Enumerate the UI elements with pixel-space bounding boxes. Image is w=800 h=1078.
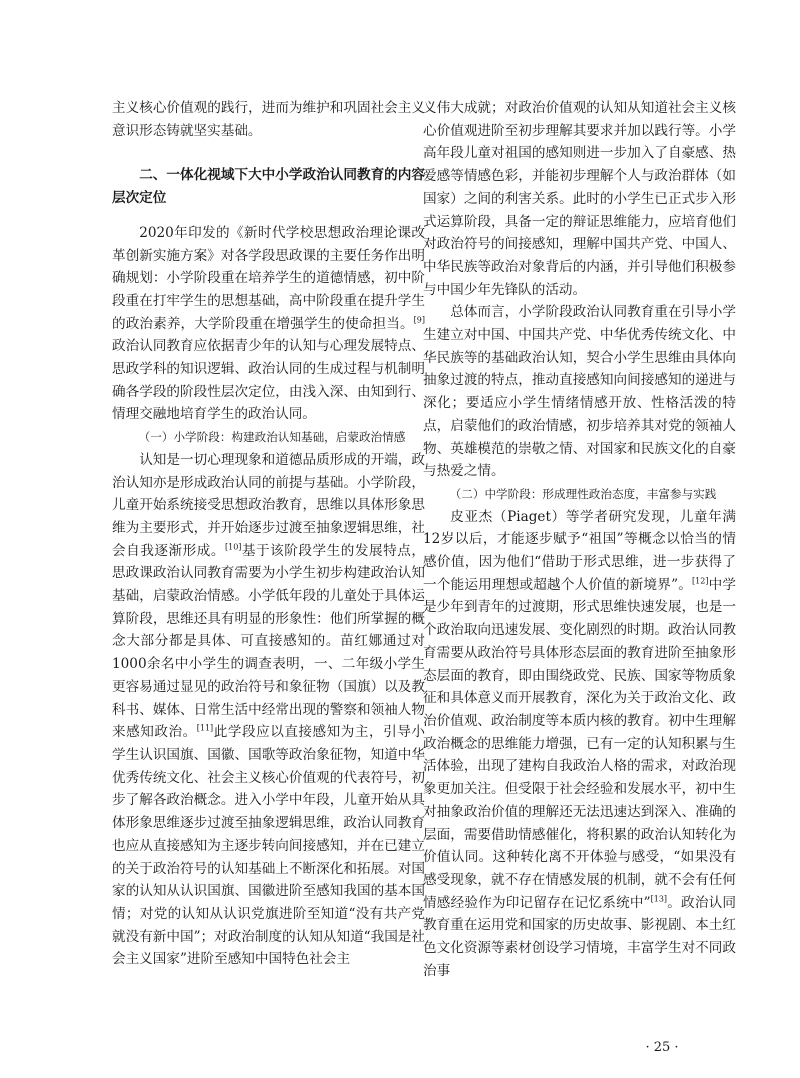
right-column	[423, 97, 736, 982]
citation-11: [11]	[196, 723, 214, 733]
paragraph-text: 政治认同教育应依据青少年的认知与心理发展特点、思政学科的知识逻辑、政治认同的生成过程与机制明确各学段的阶段性层次定位，由浅入深、由知到行、情理交融地培育学生的政治认同。	[112, 338, 425, 423]
paragraph-text: 中学是少年到青年的过渡期，形式思维快速发展，也是一个政治取向迅速发展、变化剧烈的时期。政治认同教育需要从政治符号具体形态层面的教育进阶至抽象形态层面的教育，即由围绕政党、民族、国家等物质象征和具体意义而开展教育，深化为关于政治文化、政治价值观、政治制度等本质内核的教育。初中生理解政治概念的思维能力增强，已有一定的认知积累与生活体验，出现了建构自我政治人格的需求，对政治现象更加关注。但受限于社会经验和发展水平，初中生对抽象政治价值的理解还无法迅速达到深入、准确的层面，需要借助情感催化，将积累的政治认知转化为价值认同。这种转化离不开体验与感受，“如果没有感受现象，就不存在情感发展的机制，就不会有任何情感经验作为印记留存在记忆系统中”	[423, 576, 737, 911]
citation-13: [13]	[650, 894, 668, 904]
paragraph-curriculum-plan	[112, 222, 425, 426]
left-column	[112, 97, 425, 971]
paragraph-text: 认知是一切心理现象和道德品质形成的开端，政治认知亦是形成政治认同的前提与基础。小学阶段，儿童开始系统接受思想政治教育，思维以具体形象思维为主要形式，并开始逐步过渡至抽象逻辑思维，社会自我逐渐形成。	[112, 451, 425, 559]
subheading-primary-school: （一）小学阶段：构建政治认知基础，启蒙政治情感	[138, 430, 406, 445]
section-heading: 二、一体化视域下大中小学政治认同教育的内容层次定位	[112, 167, 425, 207]
paragraph-text: 此学段应以直接感知为主，引导小学生认识国旗、国徽、国歌等政治象征物，知道中华优秀传统文化、社会主义核心价值观的代表符号，初步了解各政治概念。进入小学中年段，儿童开始从具体形象思维逐步过渡至抽象逻辑思维，政治认同教育也应从直接感知为主逐步转向间接感知，并在已建立的关于政治符号的认知基础上不断深化和拓展。对国家的认知从认识国旗、国徽进阶至感知我国的基本国情；对党的认知从认识党旗进阶至知道“没有共产党就没有新中国”；对政治制度的认知从知道“我国是社会主义国家”进阶至感知中国特色社会主	[112, 724, 426, 968]
citation-9: [9]	[413, 315, 425, 325]
paragraph-primary-summary: 总体而言，小学阶段政治认同教育重在引导小学生建立对中国、中国共产党、中华优秀传统文化、中华民族等的基础政治认知，契合小学生思维由具体向抽象过渡的特点，推动直接感知向间接感知的递进与深化；要适应小学生情绪情感开放、性格活泼的特点，启蒙他们的政治情感，初步培养其对党的领袖人物、英雄模范的崇敬之情、对国家和民族文化的自豪与热爱之情。	[423, 304, 736, 480]
paragraph-text: 基于该阶段学生的发展特点，思政课政治认同教育需要为小学生初步构建政治认知基础，启蒙政治情感。小学低年段的儿童处于具体运算阶段，思维还具有明显的形象性：他们所掌握的概念大部分都是具体、可直接感知的。苗红娜通过对1000余名中小学生的调查表明，一、二年级小学生更容易通过显见的政治符号和象征物（国旗）以及教科书、媒体、日常生活中经常出现的警察和领袖人物来感知政治。	[112, 542, 426, 741]
citation-12: [12]	[692, 576, 709, 586]
paragraph-text: 。政治认同教育重在运用党和国家的历史故事、影视剧、本土红色文化资源等素材创设学习情境，丰富学生对不同政治事	[423, 894, 737, 979]
subheading-middle-school: （二）中学阶段：形成理性政治态度，丰富参与实践	[449, 486, 717, 501]
page-number: · 25 ·	[645, 1040, 679, 1055]
paragraph-text: 皮亚杰（Piaget）等学者研究发现，儿童年满12岁以后，才能逐步赋予“祖国”等概念以恰当的情感价值，因为他们“借助于形式思维，进一步获得了一个能运用理想或超越个人价值的新境界”。	[423, 508, 736, 593]
paragraph-primary-cognition	[112, 449, 425, 971]
paragraph-middle-school	[423, 506, 736, 983]
paragraph-continuation: 义伟大成就；对政治价值观的认知从知道社会主义核心价值观进阶至初步理解其要求并加以践行等。小学高年段儿童对祖国的感知则进一步加入了自豪感、热爱感等情感色彩，并能初步理解个人与政治群体（如国家）之间的利害关系。此时的小学生已正式步入形式运算阶段，具备一定的辩证思维能力，应培育他们对政治符号的间接感知，理解中国共产党、中国人、中华民族等政治对象背后的内涵，并引导他们积极参与中国少年先锋队的活动。	[423, 100, 736, 298]
citation-10: [10]	[224, 542, 242, 552]
paragraph-text: 2020年印发的《新时代学校思想政治理论课改革创新实施方案》对各学段思政课的主要任务作出明确规划：小学阶段重在培养学生的道德情感，初中阶段重在打牢学生的思想基础，高中阶段重在提升学生的政治素养，大学阶段重在增强学生的使命担当。	[112, 224, 425, 332]
intro-paragraph: 主义核心价值观的践行，进而为维护和巩固社会主义意识形态铸就坚实基础。	[112, 100, 425, 139]
